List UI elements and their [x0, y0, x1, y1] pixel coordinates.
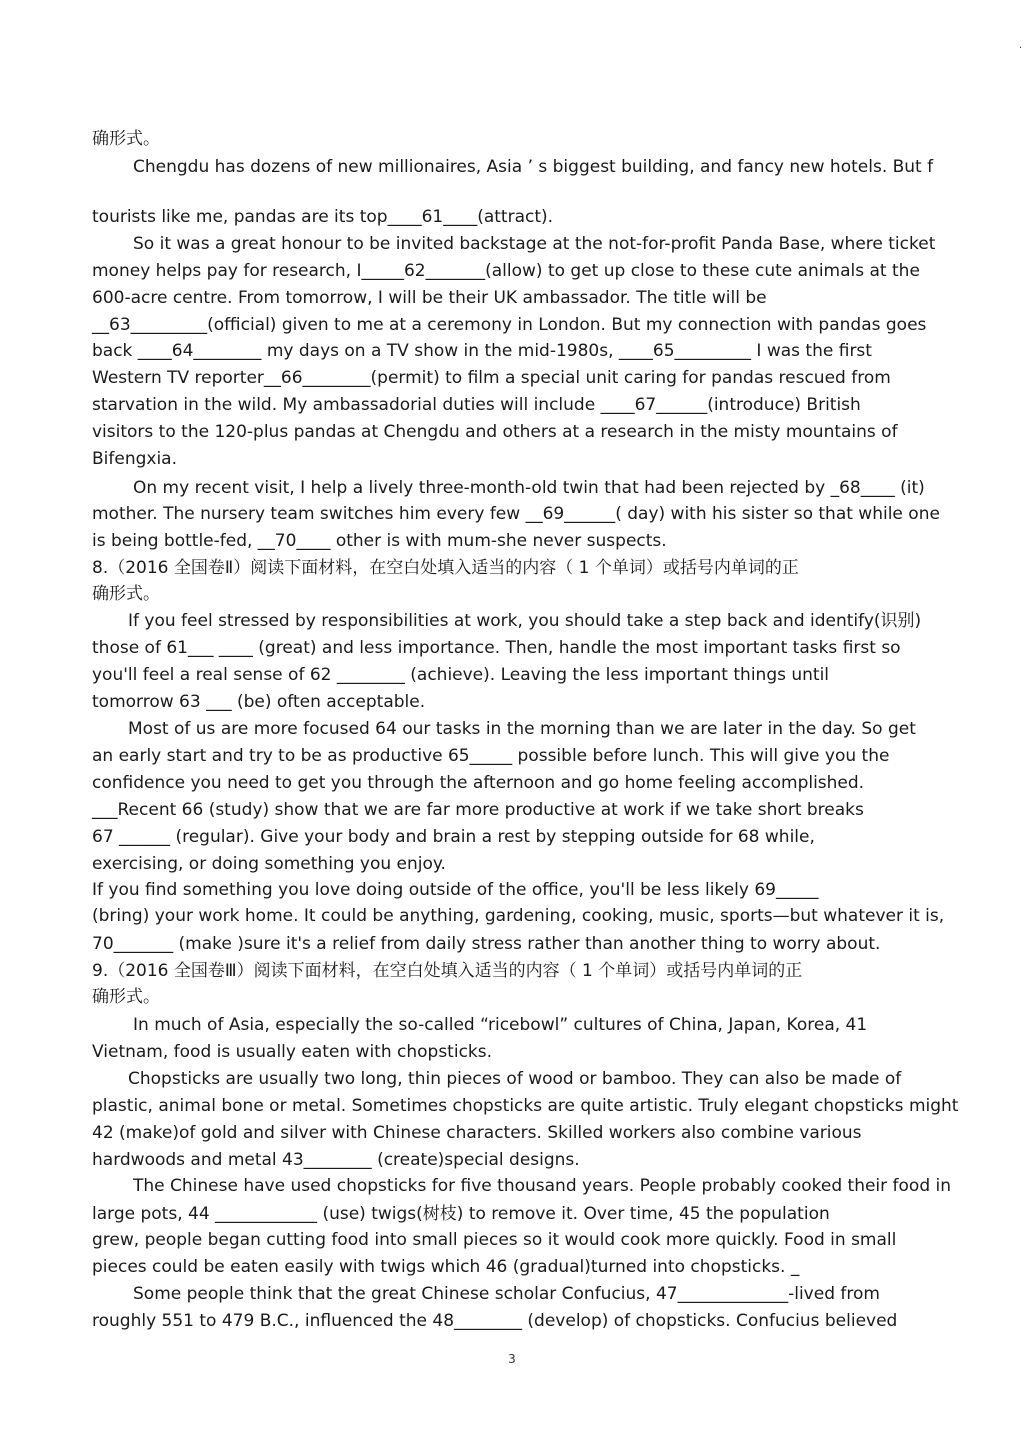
text-line: In much of Asia, especially the so-called “ricebowl” cultures of China, Japan, Korea, 41: [133, 1015, 868, 1035]
text-line: If you feel stressed by responsibilities at work, you should take a step back and identify(识别): [128, 611, 922, 631]
text-line: 600-acre centre. From tomorrow, I will be their UK ambassador. The title will be: [92, 288, 767, 308]
text-line: If you find something you love doing outside of the office, you'll be less likely 69_____: [92, 880, 819, 900]
text-line: (bring) your work home. It could be anything, gardening, cooking, music, sports—but whatever it is,: [92, 906, 945, 926]
text-line: 42 (make)of gold and silver with Chinese characters. Skilled workers also combine various: [92, 1123, 862, 1143]
text-line: is being bottle-fed, __70____ other is with mum-she never suspects.: [92, 531, 667, 551]
text-line: 确形式。: [92, 129, 160, 149]
text-line: confidence you need to get you through the afternoon and go home feeling accomplished.: [92, 773, 865, 793]
text-line: 67 ______ (regular). Give your body and brain a rest by stepping outside for 68 while,: [92, 827, 815, 847]
text-line: 8.（2016 全国卷Ⅱ）阅读下面材料，在空白处填入适当的内容（ 1 个单词）或括号内单词的正: [92, 558, 799, 578]
text-line: __63_________(official) given to me at a ceremony in London. But my connection with pandas goes: [92, 315, 927, 335]
text-line: hardwoods and metal 43________ (create)special designs.: [92, 1150, 580, 1170]
text-line: plastic, animal bone or metal. Sometimes chopsticks are quite artistic. Truly elegant chopsticks might: [92, 1096, 959, 1116]
text-line: money helps pay for research, I_____62_______(allow) to get up close to these cute animals at the: [92, 261, 920, 281]
text-line: 9.（2016 全国卷Ⅲ）阅读下面材料，在空白处填入适当的内容（ 1 个单词）或括号内单词的正: [92, 961, 803, 981]
text-line: Most of us are more focused 64 our tasks in the morning than we are later in the day. So get: [128, 719, 916, 739]
text-line: those of 61___ ____ (great) and less importance. Then, handle the most important tasks first so: [92, 638, 901, 658]
text-line: exercising, or doing something you enjoy.: [92, 854, 446, 874]
text-line: Chopsticks are usually two long, thin pieces of wood or bamboo. They can also be made of: [128, 1069, 902, 1089]
text-line: Chengdu has dozens of new millionaires, Asia ’ s biggest building, and fancy new hotels. But f: [133, 157, 934, 177]
text-line: Bifengxia.: [92, 449, 177, 469]
text-line: Vietnam, food is usually eaten with chopsticks.: [92, 1042, 493, 1062]
text-line: Some people think that the great Chinese scholar Confucius, 47_____________-lived from: [133, 1284, 880, 1304]
text-line: tomorrow 63 ___ (be) often acceptable.: [92, 692, 426, 712]
text-line: The Chinese have used chopsticks for five thousand years. People probably cooked their food in: [133, 1176, 952, 1196]
text-line: an early start and try to be as productive 65_____ possible before lunch. This will give you the: [92, 746, 890, 766]
text-line: large pots, 44 ____________ (use) twigs(树枝) to remove it. Over time, 45 the population: [92, 1204, 830, 1224]
text-line: back ____64________ my days on a TV show in the mid-1980s, ____65_________ I was the first: [92, 341, 872, 361]
text-line: pieces could be eaten easily with twigs which 46 (gradual)turned into chopsticks. _: [92, 1257, 800, 1277]
text-line: you'll feel a real sense of 62 ________ (achieve). Leaving the less important things until: [92, 665, 830, 685]
corner-mark: .: [1018, 40, 1022, 51]
text-line: 确形式。: [92, 584, 160, 604]
text-line: mother. The nursery team switches him every few __69______( day) with his sister so that while one: [92, 504, 940, 524]
text-line: roughly 551 to 479 B.C., influenced the 48________ (develop) of chopsticks. Confucius believed: [92, 1311, 898, 1331]
text-line: ___Recent 66 (study) show that we are far more productive at work if we take short breaks: [92, 800, 864, 820]
text-line: grew, people began cutting food into small pieces so it would cook more quickly. Food in small: [92, 1230, 897, 1250]
text-line: 70_______ (make )sure it's a relief from daily stress rather than another thing to worry about.: [92, 934, 881, 954]
text-line: starvation in the wild. My ambassadorial duties will include ____67______(introduce) British: [92, 395, 861, 415]
text-line: On my recent visit, I help a lively three-month-old twin that had been rejected by _68____ (it): [133, 478, 925, 498]
text-line: So it was a great honour to be invited backstage at the not-for-profit Panda Base, where ticket: [133, 234, 936, 254]
page-number: 3: [508, 1352, 516, 1366]
text-line: visitors to the 120-plus pandas at Chengdu and others at a research in the misty mountains of: [92, 422, 898, 442]
text-line: tourists like me, pandas are its top____61____(attract).: [92, 207, 554, 227]
text-line: Western TV reporter__66________(permit) to film a special unit caring for pandas rescued from: [92, 368, 891, 388]
text-line: 确形式。: [92, 987, 160, 1007]
